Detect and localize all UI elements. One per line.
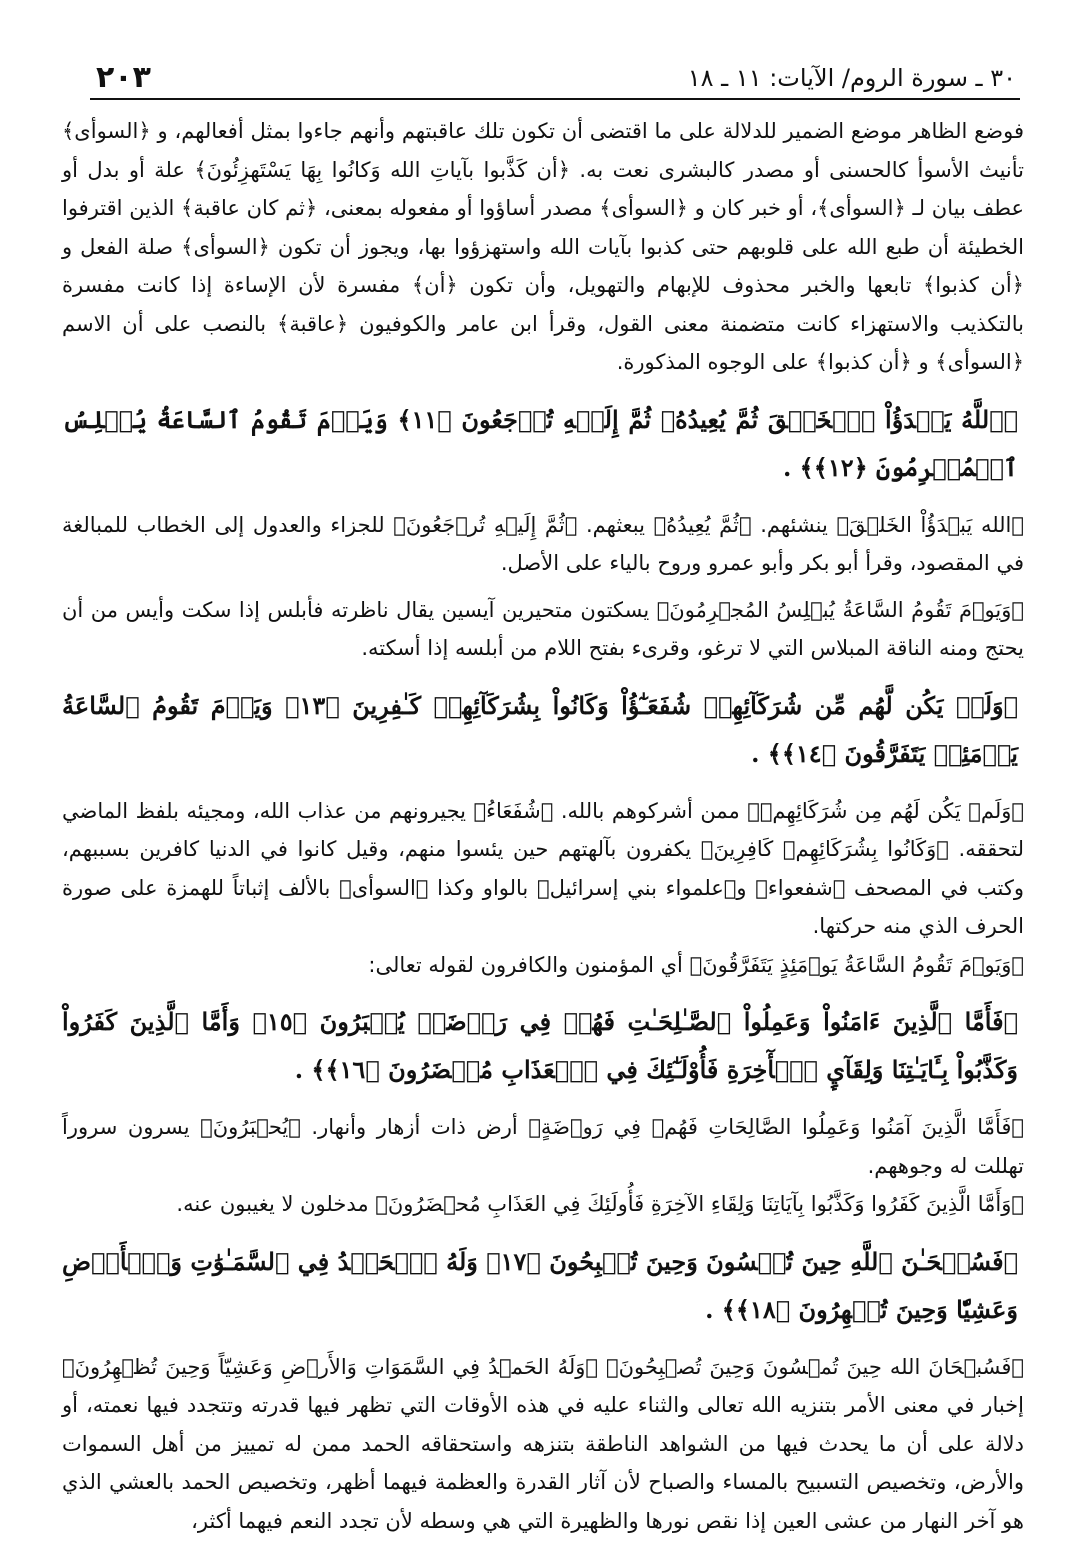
commentary-paragraph: ﴿وَلَمۡ يَكُن لَهُم مِن شُرَكَائِهِمۡ﴾ ممن أشركوهم بالله. ﴿شُفَعَاءُ﴾ يجيرونهم من عذاب الله، ومجيئه بلفظ الماضي لتحققه. ﴿وَكَانُوا بِشُرَكَائِهِمۡ كَافِرِينَ﴾ يكفرون بآلهتهم حين يئسوا منهم، وقيل كانوا في الدنيا كافرين بسببهم، وكتب في المصحف ﴿شفعواء﴾ و﴿علمواء بني إسرائيل﴾ بالواو وكذا ﴿السوأى﴾ بالألف إثباتاً للهمزة على صورة الحرف الذي منه حركتها. bbox=[62, 798, 1024, 938]
commentary-paragraph: ﴿فَأَمَّا الَّذِينَ آمَنُوا وَعَمِلُوا الصَّالِحَاتِ فَهُمۡ فِي رَوۡضَةٍ﴾ أرض ذات أزهار وأنهار. ﴿يُحۡبَرُونَ﴾ يسرون سروراً تهللت له وجوههم. bbox=[62, 1115, 1024, 1178]
running-head: ٣٠ ـ سورة الروم/ الآيات: ١١ ـ ١٨ bbox=[687, 64, 1016, 92]
quran-verse: ﴿فَأَمَّا ٱلَّذِينَ ءَامَنُواْ وَعَمِلُواْ ٱلصَّـٰلِحَـٰتِ فَهُمۡ فِي رَوۡضَةٖ يُحۡبَرُونَ ﴿١٥﴾ وَأَمَّا ٱلَّذِينَ كَفَرُواْ وَكَذَّبُواْ بِـَٔايَـٰتِنَا وَلِقَآيِٕ ٱلۡأٓخِرَةِ فَأُوْلَـٰٓئِكَ فِي ٱلۡعَذَابِ مُحۡضَرُونَ ﴿١٦﴾﴾ . bbox=[62, 1007, 1018, 1084]
page-header bbox=[90, 58, 1020, 98]
commentary-paragraph: فوضع الظاهر موضع الضمير للدلالة على ما اقتضى أن تكون تلك عاقبتهم وأنهم جاءوا بمثل أفعالهم، و ﴿السوأى﴾ تأنيث الأسوأ كالحسنى أو مصدر كالبشرى نعت به. ﴿أن كَذَّبوا بآياتِ الله وَكانُوا بِهَا يَسْتَهزِئُونَ﴾ علة أو بدل أو عطف بيان لـ ﴿السوأى﴾، أو خبر كان و ﴿السوأى﴾ مصدر أساؤوا أو مفعوله بمعنى، ﴿ثم كان عاقبة﴾ الذين اقترفوا الخطيئة أن طبع الله على قلوبهم حتى كذبوا بآيات الله واستهزؤوا بها، ويجوز أن تكون ﴿السوأى﴾ صلة الفعل و ﴿أن كذبوا﴾ تابعها والخبر محذوف للإبهام والتهويل، وأن تكون ﴿أن﴾ مفسرة لأن الإساءة إذا كانت مفسرة بالتكذيب والاستهزاء كانت متضمنة معنى القول، وقرأ ابن عامر والكوفيون ﴿عاقبة﴾ بالنصب على أن الاسم ﴿السوأى﴾ و ﴿أن كذبوا﴾ على الوجوه المذكورة. bbox=[62, 119, 1024, 374]
quran-verse: ﴿ٱللَّهُ يَبۡدَؤُاْ ٱلۡخَلۡقَ ثُمَّ يُعِيدُهُۥ ثُمَّ إِلَيۡهِ تُرۡجَعُونَ ﴿١١﴾ وَيَوۡمَ تَقُومُ ٱلسَّاعَةُ يُبۡلِسُ ٱلۡمُجۡرِمُونَ ﴿١٢﴾﴾ . bbox=[62, 404, 1018, 482]
commentary-paragraph: ﴿وَأَمَّا الَّذِينَ كَفَرُوا وَكَذَّبُوا بِآيَاتِنَا وَلِقَاءِ الآخِرَةِ فَأُولَئِكَ فِي العَذَابِ مُحۡضَرُونَ﴾ مدخلون لا يغيبون عنه. bbox=[176, 1192, 1024, 1216]
commentary-paragraph: ﴿وَيَوۡمَ تَقُومُ السَّاعَةُ يَوۡمَئِذٍ يَتَفَرَّقُونَ﴾ أي المؤمنون والكافرون لقوله تعالى: bbox=[368, 952, 1024, 977]
page-body bbox=[62, 112, 1024, 1540]
quran-verse: ﴿فَسُبۡحَـٰنَ ٱللَّهِ حِينَ تُمۡسُونَ وَحِينَ تُصۡبِحُونَ ﴿١٧﴾ وَلَهُ ٱلۡحَمۡدُ فِي ٱلسَّمَـٰوَٰتِ وَٱلۡأَرۡضِ وَعَشِيّٗا وَحِينَ تُظۡهِرُونَ ﴿١٨﴾﴾ . bbox=[62, 1246, 1018, 1324]
commentary-paragraph: ﴿وَيَوۡمَ تَقُومُ السَّاعَةُ يُبۡلِسُ المُجۡرِمُونَ﴾ يسكتون متحيرين آيسين يقال ناظرته فأبلس إذا سكت وأيس من أن يحتج ومنه الناقة المبلاس التي لا ترغو، وقرىء بفتح اللام من أبلسه إذا أسكته. bbox=[62, 597, 1024, 660]
commentary-paragraph: ﴿فَسُبۡحَانَ الله حِينَ تُمۡسُونَ وَحِينَ تُصۡبِحُونَ﴾ ﴿وَلَهُ الحَمۡدُ فِي السَّمَوَاتِ وَالأَرۡضِ وَعَشِيّاً وَحِينَ تُظۡهِرُونَ﴾ إخبار في معنى الأمر بتنزيه الله تعالى والثناء عليه في هذه الأوقات التي تظهر فيها قدرته وتتجدد فيها نعمته، أو دلالة على أن ما يحدث فيها من الشواهد الناطقة بتنزهه واستحقاقه الحمد ممن له تمييز من أهل السموات والأرض، وتخصيص التسبيح بالمساء والصباح لأن آثار القدرة والعظمة فيهما أظهر، وتخصيص الحمد بالعشي الذي هو آخر النهار من عشى العين إذا نقص نورها والظهيرة التي هي وسطه لأن تجدد النعم فيهما أكثر، bbox=[62, 1354, 1024, 1533]
quran-verse: ﴿وَلَمۡ يَكُن لَّهُم مِّن شُرَكَآئِهِمۡ شُفَعَـٰٓؤُاْ وَكَانُواْ بِشُرَكَآئِهِمۡ كَـٰفِرِينَ ﴿١٣﴾ وَيَوۡمَ تَقُومُ ٱلسَّاعَةُ يَوۡمَئِذٖ يَتَفَرَّقُونَ ﴿١٤﴾﴾ . bbox=[62, 690, 1018, 768]
commentary-paragraph: ﴿الله يَبۡدَؤُاْ الخَلۡقَ﴾ ينشئهم. ﴿ثُمَّ يُعِيدُهُ﴾ يبعثهم. ﴿ثُمَّ إِلَيۡهِ تُرۡجَعُونَ﴾ للجزاء والعدول إلى الخطاب للمبالغة في المقصود، وقرأ أبو بكر وأبو عمرو وروح بالياء على الأصل. bbox=[62, 512, 1024, 575]
page-number: ٢٠٣ bbox=[96, 60, 151, 95]
header-rule bbox=[90, 98, 1020, 100]
